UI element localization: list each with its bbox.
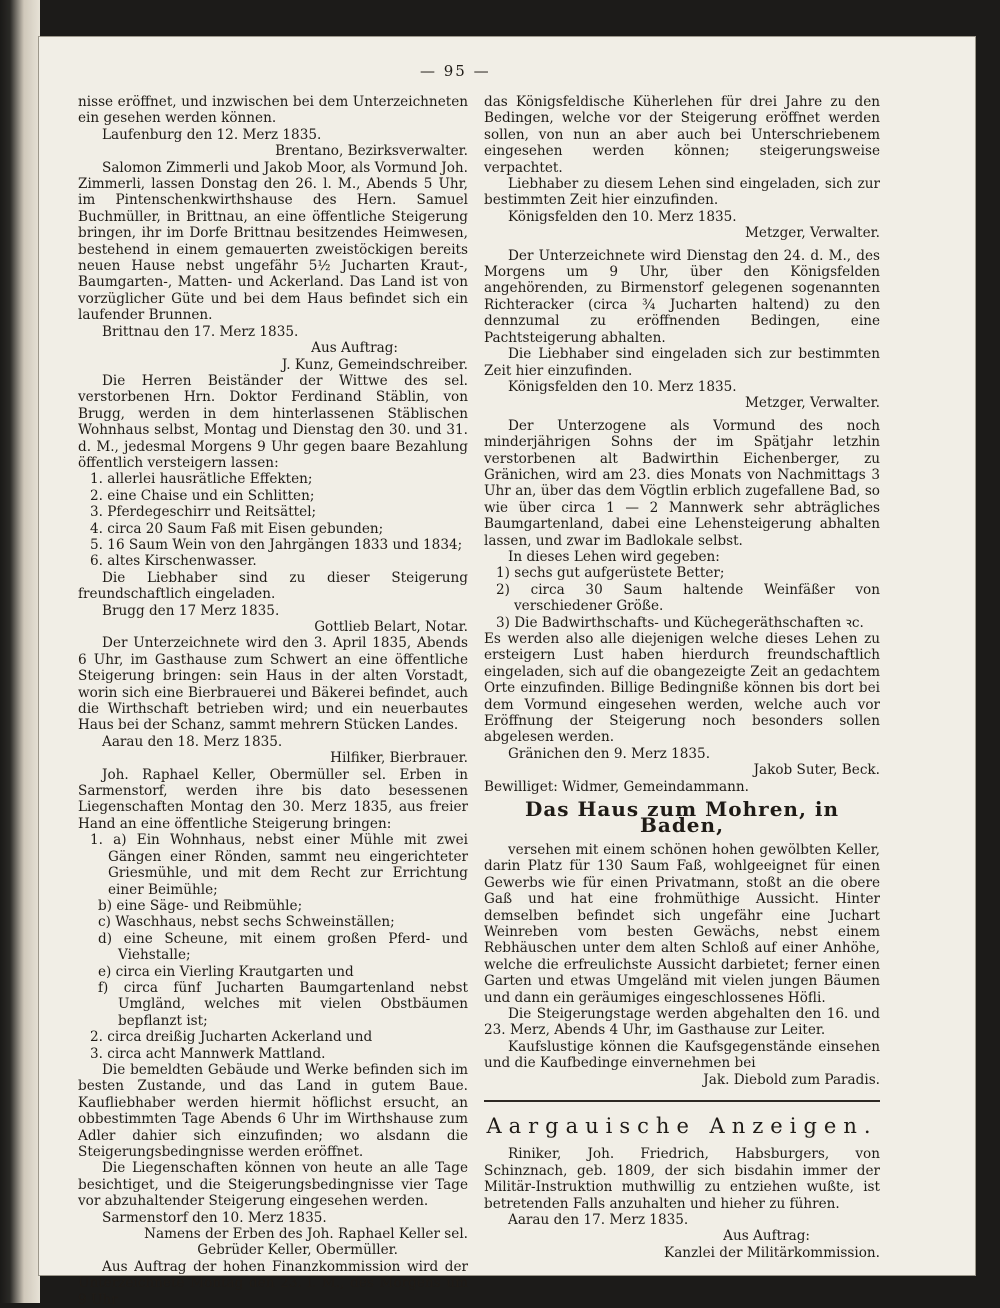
list-item: 2. eine Chaise und ein Schlitten; — [90, 487, 315, 504]
notice-text: Die Liebhaber sind eingeladen sich zur bestimmten Zeit hier einzufinden. — [484, 346, 880, 379]
list-item: 3. Pferdegeschirr und Reitsättel; — [90, 504, 317, 521]
notice-text: Die Liebhaber sind zu dieser Steigerung freundschaftlich eingeladen. — [78, 569, 468, 603]
dateline: Aarau den 17. Merz 1835. — [508, 1212, 689, 1228]
book-gutter — [0, 0, 40, 1303]
list-item: 6. altes Kirschenwasser. — [90, 553, 257, 570]
list-item: f) circa fünf Jucharten Baumgartenland nebst Umgländ, welches mit vielen Obstbäumen bepflanzt ist; — [98, 979, 468, 1029]
signature: Kanzlei der Militärkommission. — [664, 1244, 880, 1261]
notice-text: Die Liegenschaften können von heute an alle Tage besichtiget, und die Steigerungsbedingnisse vier Tage vor abzuhaltender Steigerung eingesehen werden. — [78, 1160, 468, 1210]
dateline: Brittnau den 17. Merz 1835. — [102, 323, 299, 340]
signature: Gottlieb Belart, Notar. — [314, 619, 468, 635]
notice-text: In dieses Lehen wird gegeben: — [508, 548, 720, 565]
notice-text: Der Unterzeichnete wird den 3. April 1835, Abends 6 Uhr, im Gasthause zum Schwert an eine öffentliche Steigerung bringen: sein Haus in der alten Vorstadt, worin sich eine Bierbrauerei und Bäkerei befindet, auch die Wirthschaft betrieben wird; und ein neuerbautes Haus bei der Schanz, sammt mehrern Stücken Landes. — [78, 635, 468, 734]
signature-prefix: Aus Auftrag: — [311, 340, 398, 357]
signature-prefix: Aus Auftrag: — [723, 1228, 810, 1245]
dateline: Gränichen den 9. Merz 1835. — [508, 745, 711, 762]
notice-text: Die bemeldten Gebäude und Werke befinden sich im besten Zustande, und das Land in gutem Baue. Kaufliebhaber werden hiermit höflichst ersucht, an obbestimmten Tage Abends 6 Uhr im Wirthshause zum Adler dahier sich einzufinden; wo alsdann die Steigerungsbedingnisse werden eröffnet. — [78, 1061, 468, 1160]
dateline: Sarmenstorf den 10. Merz 1835. — [102, 1209, 327, 1226]
list-item: 3. circa acht Mannwerk Mattland. — [90, 1045, 326, 1062]
list-item: c) Waschhaus, nebst sechs Schweinställen; — [98, 914, 395, 931]
notice-text: Der Unterzogene als Vormund des noch minderjährigen Sohns der im Spätjahr letzhin verstorbenen alt Badwirthin Eichenberger, zu Gränichen, wird am 23. dies Monats von Nachmittags 3 Uhr an, über das dem Vögtlin erblich zugefallene Bad, so wie über circa 1 — 2 Mannwerk sehr abträgliches Baumgartenland, dabei eine Lehensteigerung abhalten lassen, und zwar im Badlokale selbst. — [484, 417, 880, 549]
advertisement-heading: Das Haus zum Mohren, in Baden, — [524, 797, 840, 838]
notice-text: Salomon Zimmerli und Jakob Moor, als Vormund Joh. Zimmerli, lassen Donstag den 26. l. M., Abends 5 Uhr, im Pintenschenkwirthshause des Hern. Samuel Buchmüller, in Brittnau, an eine öffentliche Steigerung bringen, ihr im Dorfe Brittnau besitzendes Heimwesen, bestehend in einem gemauerten zweistöckigen bereits neuen Hause nebst ungefähr 5½ Jucharten Kraut-, Baumgarten-, Matten- und Ackerland. Das Land ist von vorzüglicher Güte und bei dem Haus befindet sich ein laufender Brunnen. — [78, 159, 468, 324]
left-column — [78, 94, 468, 1308]
notice-text: Riniker, Joh. Friedrich, Habsburgers, von Schinznach, geb. 1809, der sich bisdahin immer der Militär-Instruktion muthwillig zu entziehen wußte, ist betretenden Falls anzuhalten und hieher zu führen. — [484, 1146, 880, 1212]
notice-text: Kaufslustige können die Kaufsgegenstände einsehen und die Kaufbedinge einvernehmen bei — [484, 1038, 880, 1072]
approval-line: Bewilliget: Widmer, Gemeindammann. — [484, 778, 749, 795]
notice-text: das Königsfeldische Küherlehen für drei Jahre zu den Bedingen, welche vor der Steigerung eröffnet werden sollen, von nun an aber auch bei Unterschriebenem eingesehen werden können; steigerungsweise verpachtet. — [484, 94, 880, 176]
section-divider — [484, 1100, 880, 1102]
notice-text: Die Herren Beiständer der Wittwe des sel. verstorbenen Hrn. Doktor Ferdinand Stäblin, von Brugg, werden in dem hinterlassenen Stäblischen Wohnhaus selbst, Montag und Dienstag den 30. und 31. d. M., jedesmal Morgens 9 Uhr gegen baare Bezahlung öffentlich versteigern lassen: — [78, 372, 468, 471]
list-item: e) circa ein Vierling Krautgarten und — [98, 963, 354, 980]
notice-text: Aus Auftrag der hohen Finanzkommission wird der Unterzeichnete Montag den 23. l. M., des Morgens um 9 Uhr — [78, 1258, 468, 1308]
notice-text: versehen mit einem schönen hohen gewölbten Keller, darin Platz für 130 Saum Faß, wohlgeeignet für einen Gewerbs wie für einen Privatmann, stoßt an die obere Gaß und hat eine frohmüthige Aussicht. Hinter demselben befindet sich ungefähr eine Juchart Weinreben vom besten Gewächs, nebst einem Rebhäuschen unter dem alten Schloß auf einer Anhöhe, welche die erfreulichste Aussicht darbietet; ferner einen Garten und etwas Umgeländ mit vielen jungen Bäumen und dann ein geräumiges eingeschlossenes Höfli. — [484, 841, 880, 1006]
signature-prefix: Namens der Erben des Joh. Raphael Keller sel. — [144, 1226, 468, 1243]
list-item: 2) circa 30 Saum haltende Weinfäßer von verschiedener Größe. — [496, 581, 880, 615]
dateline: Brugg den 17 Merz 1835. — [102, 602, 280, 619]
list-item: 5. 16 Saum Wein von den Jahrgängen 1833 und 1834; — [90, 536, 463, 553]
list-item: b) eine Säge- und Reibmühle; — [98, 897, 303, 914]
signature: Hilfiker, Bierbrauer. — [330, 750, 468, 767]
list-item: 4. circa 20 Saum Faß mit Eisen gebunden; — [90, 520, 384, 537]
signature: Jak. Diebold zum Paradis. — [703, 1071, 880, 1088]
notice-text: Die Steigerungstage werden abgehalten den 16. und 23. Merz, Abends 4 Uhr, im Gasthause zur Leiter. — [484, 1005, 880, 1039]
signature: Brentano, Bezirksverwalter. — [275, 143, 468, 160]
dateline: Aarau den 18. Merz 1835. — [102, 733, 283, 750]
signature: Jakob Suter, Beck. — [753, 762, 880, 779]
list-item: 1. allerlei hausrätliche Effekten; — [90, 471, 313, 488]
signature: Metzger, Verwalter. — [744, 395, 880, 412]
dateline: Königsfelden den 10. Merz 1835. — [508, 378, 737, 395]
dateline: Königsfelden den 10. Merz 1835. — [508, 208, 737, 225]
signature: Metzger, Verwalter. — [744, 225, 880, 242]
notice-text: Der Unterzeichnete wird Dienstag den 24. d. M., des Morgens um 9 Uhr, über den Königsfelden angehörenden, zu Birmenstorf gelegenen sogenannten Richteracker (circa ¾ Jucharten haltend) zu den dennzumal zu eröffnenden Bedingen, eine Pachtsteigerung abhalten. — [484, 247, 880, 346]
section-heading: Aargauische Anzeigen. — [486, 1113, 878, 1138]
notice-text: nisse eröffnet, und inzwischen bei dem Unterzeichneten ein gesehen werden können. — [78, 94, 468, 127]
notice-text: Liebhaber zu diesem Lehen sind eingeladen, sich zur bestimmten Zeit hier einzufinden. — [484, 176, 880, 209]
dateline: Laufenburg den 12. Merz 1835. — [102, 126, 322, 143]
notice-text: Es werden also alle diejenigen welche dieses Lehen zu ersteigern Lust haben hierdurch freundschaftlich eingeladen, sich auf die obangezeigte Zeit an gedachtem Orte einzufinden. Billige Bedingniße können bis dort bei dem Vormund eingesehen werden, welche auch vor Eröffnung der Steigerung noch besonders sollen abgelesen werden. — [484, 631, 880, 746]
right-column — [484, 94, 880, 1261]
notice-text: Joh. Raphael Keller, Obermüller sel. Erben in Sarmenstorf, werden ihre bis dato besessenen Liegenschaften Montag den 30. Merz 1835, aus freier Hand an eine öffentliche Steigerung bringen: — [78, 766, 468, 832]
list-item: 1. a) Ein Wohnhaus, nebst einer Mühle mit zwei Gängen einer Rönden, sammt neu eingerichteter Griesmühle, und mit dem Recht zur Errichtung einer Beimühle; — [90, 832, 468, 898]
signature: J. Kunz, Gemeindschreiber. — [281, 356, 468, 373]
list-item: 2. circa dreißig Jucharten Ackerland und — [90, 1029, 373, 1046]
page-number: — 95 — — [420, 62, 491, 80]
list-item: 3) Die Badwirthschafts- und Küchegeräthschaften ꝛc. — [496, 614, 864, 631]
list-item: d) eine Scheune, mit einem großen Pferd- und Viehstalle; — [98, 930, 468, 964]
list-item: 1) sechs gut aufgerüstete Better; — [496, 565, 725, 582]
signature: Gebrüder Keller, Obermüller. — [197, 1242, 398, 1259]
